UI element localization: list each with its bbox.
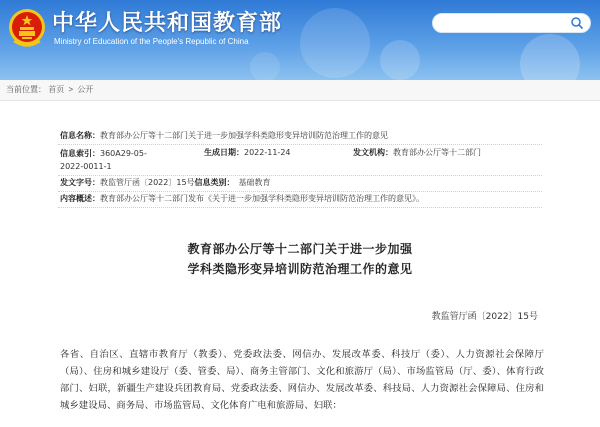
search-box[interactable] xyxy=(432,13,591,33)
meta-value: 教育部办公厅等十二部门发布《关于进一步加强学科类隐形变异培训防范治理工作的意见》。 xyxy=(100,194,424,203)
breadcrumb-home-link[interactable]: 首页 xyxy=(48,85,65,94)
meta-label: 信息名称： xyxy=(60,131,100,140)
document-body: 各省、自治区、直辖市教育厅（教委）、党委政法委、网信办、发展改革委、科技厅（委）、人力资源社会保障厅（局）、住房和城乡建设厅（委、管委、局）、商务主管部门、文化和旅游厅（局）、市场监管局（厅、委）、体育行政部门、妇联，新疆生产建设兵团教育局、党委政法委、网信办、发展改革委、科技局、人力资源社会保障局、住房和城乡建设局、商务局、市场监管局、文化体育广电和旅游局、妇联： xyxy=(60,349,544,411)
decorative-snowflake xyxy=(250,52,280,80)
main-content xyxy=(0,100,600,427)
breadcrumb xyxy=(0,80,600,101)
divider xyxy=(58,191,542,192)
decorative-snowflake xyxy=(520,34,580,80)
meta-label: 生成日期： xyxy=(204,148,244,157)
meta-row-org xyxy=(353,147,481,158)
divider xyxy=(58,144,542,145)
breadcrumb-prefix: 当前位置： xyxy=(6,85,46,94)
meta-label: 信息类别： xyxy=(194,178,235,187)
meta-value: 教监管厅函〔2022〕15号 xyxy=(100,178,195,187)
meta-value: 教育部办公厅等十二部门关于进一步加强学科类隐形变异培训防范治理工作的意见 xyxy=(100,131,388,140)
meta-value: 360A29-05-2022-0011-1 xyxy=(60,149,147,171)
meta-label: 发文字号： xyxy=(60,178,100,187)
meta-label: 信息索引： xyxy=(60,149,100,158)
divider xyxy=(58,207,542,208)
meta-value: 教育部办公厅等十二部门 xyxy=(393,148,481,157)
national-emblem-icon[interactable] xyxy=(8,8,46,48)
meta-row-summary xyxy=(60,193,424,204)
document-title-line-1: 教育部办公厅等十二部门关于进一步加强 xyxy=(187,242,413,256)
breadcrumb-public-link[interactable]: 公开 xyxy=(77,85,94,94)
breadcrumb-separator: > xyxy=(68,85,74,94)
meta-value: 2022-11-24 xyxy=(244,148,291,157)
site-subtitle: Ministry of Education of the People's Republic of China xyxy=(54,37,249,46)
search-icon[interactable] xyxy=(570,16,584,30)
divider xyxy=(58,175,542,176)
meta-label: 发文机构： xyxy=(353,148,393,157)
meta-value: 基础教育 xyxy=(238,178,271,187)
meta-row-name xyxy=(60,130,388,141)
site-header xyxy=(0,0,600,80)
decorative-snowflake xyxy=(380,40,420,80)
meta-label: 内容概述： xyxy=(60,194,100,203)
decorative-snowflake xyxy=(300,8,370,78)
site-title[interactable]: 中华人民共和国教育部 xyxy=(52,10,283,36)
meta-row-date xyxy=(204,147,291,158)
document-number: 教监管厅函〔2022〕15号 xyxy=(431,312,538,322)
meta-row-index xyxy=(60,147,170,173)
document-title-line-2: 学科类隐形变异培训防范治理工作的意见 xyxy=(187,262,413,276)
search-input[interactable] xyxy=(441,16,565,32)
meta-row-docnum xyxy=(60,177,271,188)
